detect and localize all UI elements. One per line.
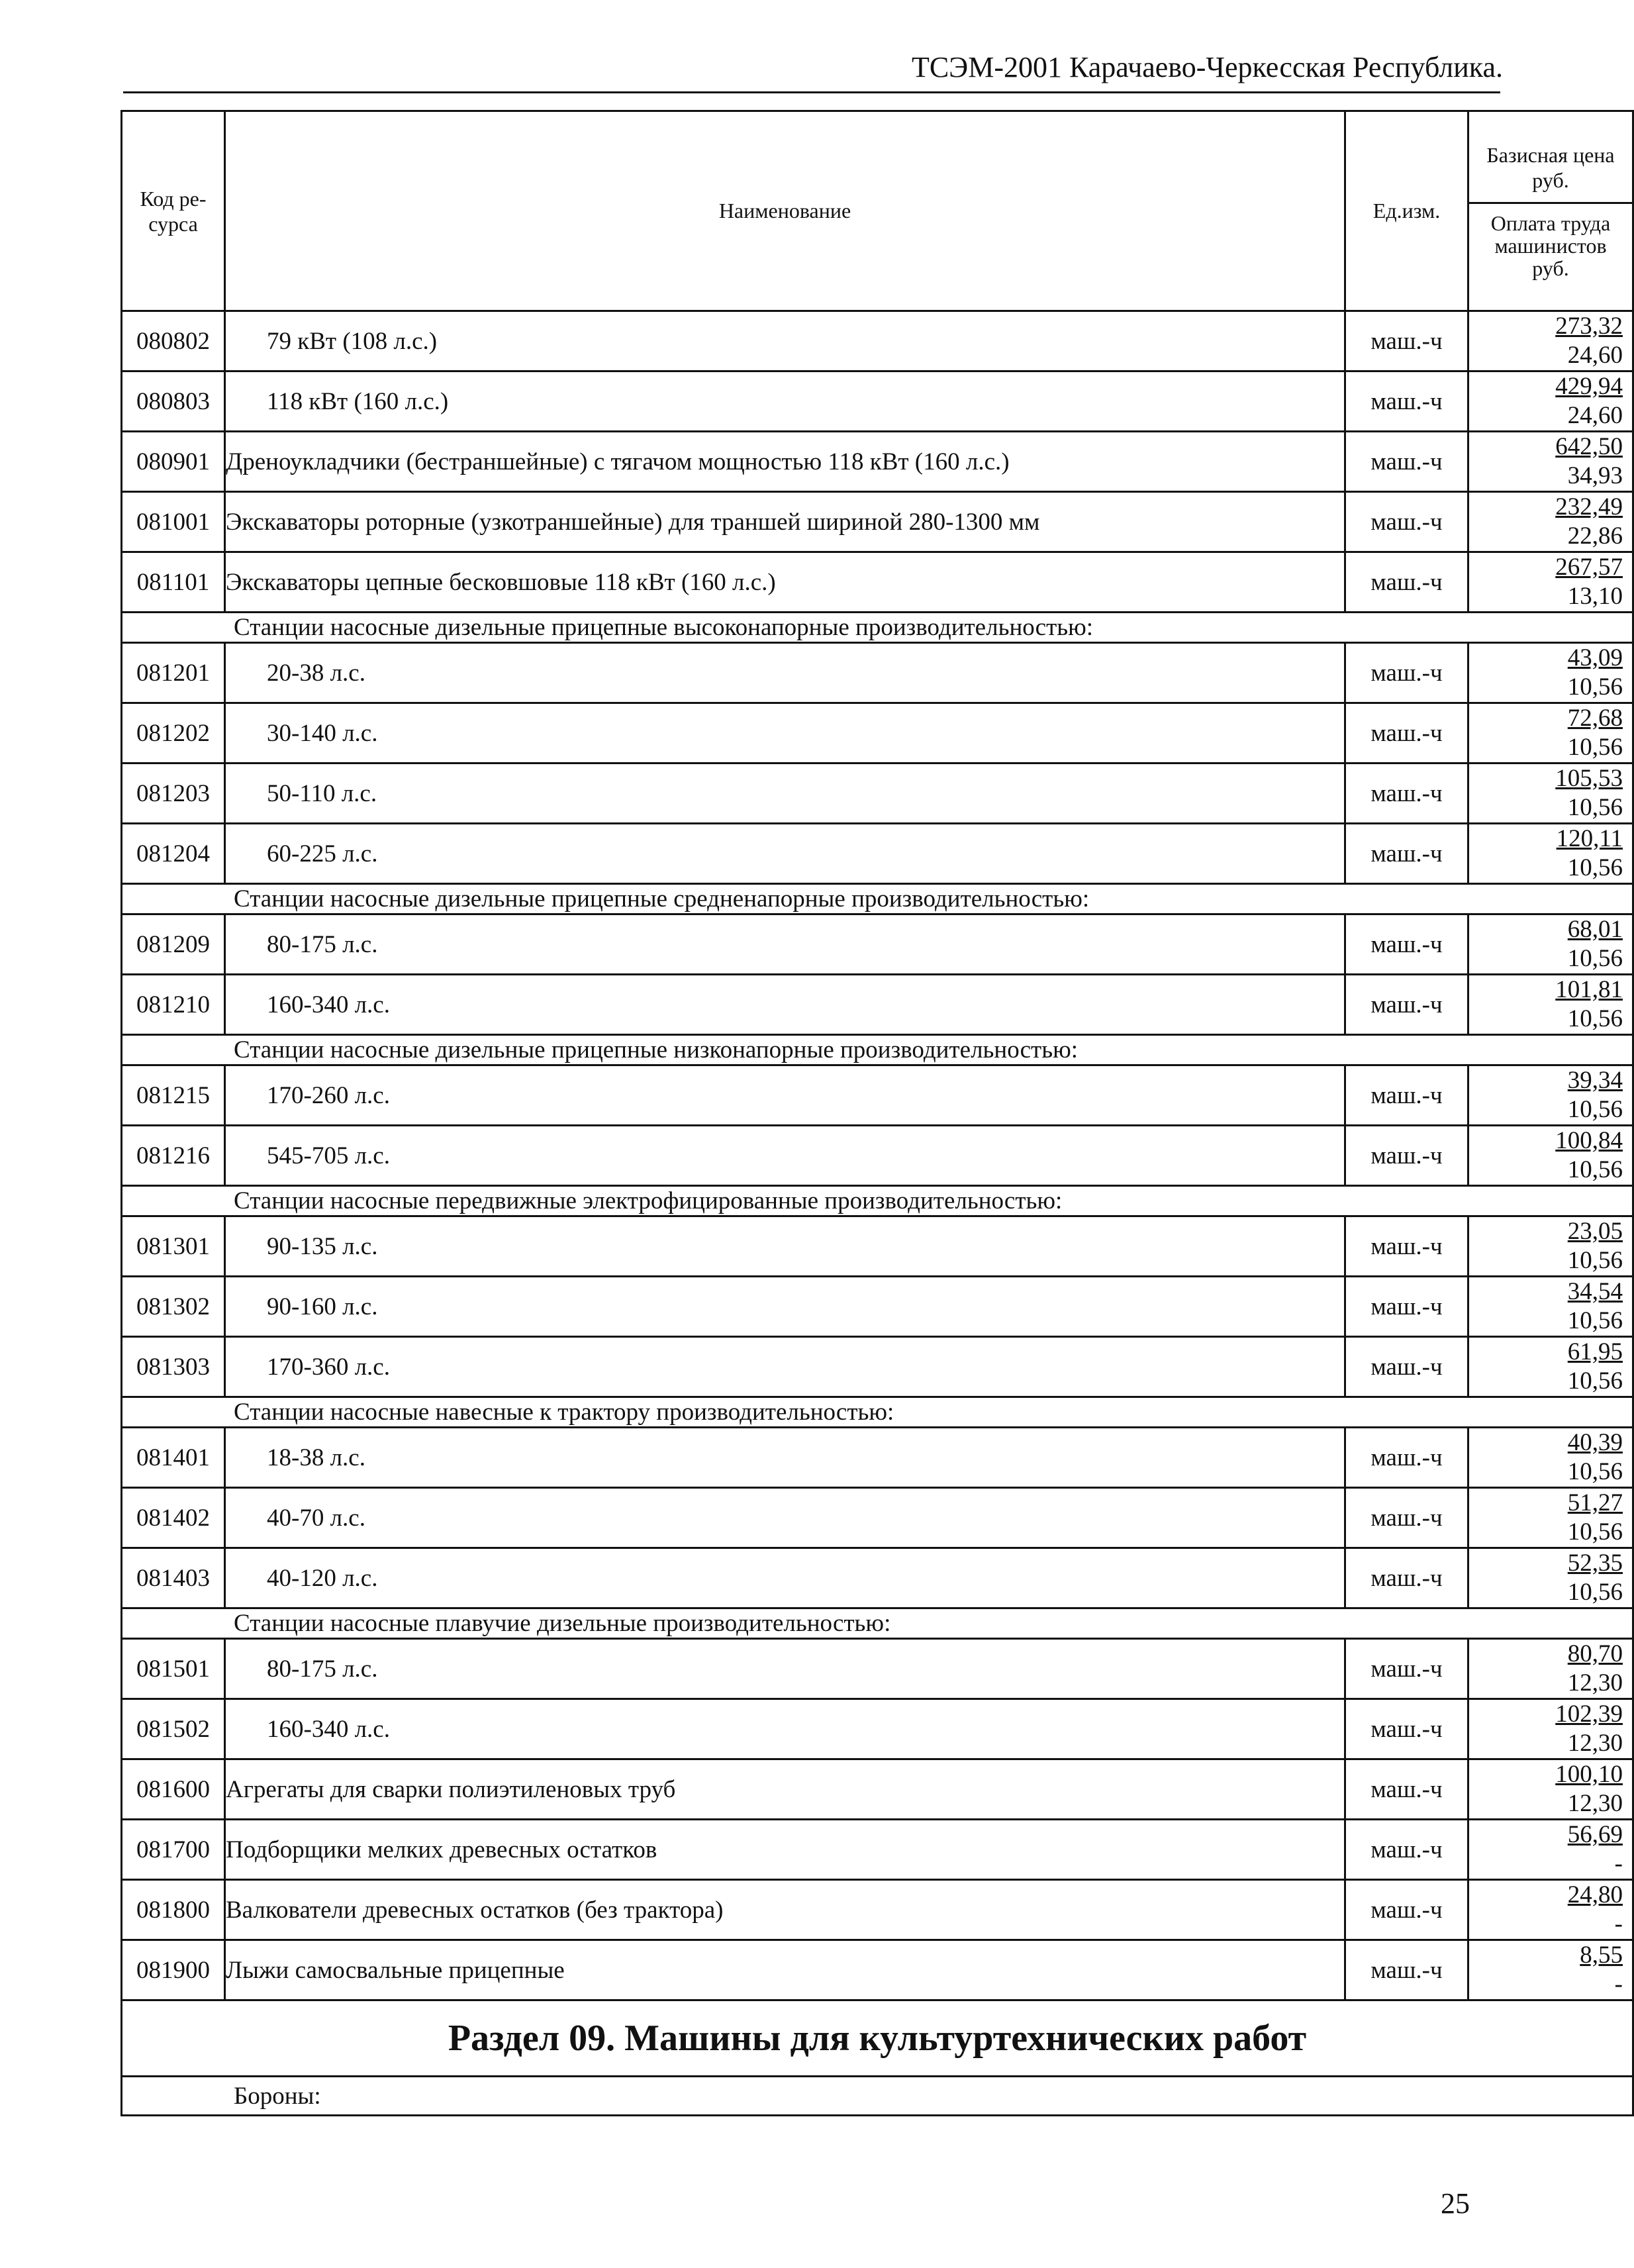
- resource-name: 170-360 л.с.: [225, 1337, 1345, 1397]
- resource-code: 081216: [122, 1126, 225, 1186]
- operator-wage: -: [1614, 1971, 1623, 1998]
- operator-wage: 12,30: [1567, 1730, 1623, 1757]
- price-cell: [1468, 371, 1633, 432]
- resource-name: 170-260 л.с.: [225, 1065, 1345, 1126]
- table-row: [122, 643, 1633, 703]
- operator-wage: 24,60: [1567, 342, 1623, 369]
- resource-name: 118 кВт (160 л.с.): [225, 371, 1345, 432]
- table-row: [122, 975, 1633, 1035]
- unit-of-measure: маш.-ч: [1345, 1065, 1468, 1126]
- unit-of-measure: маш.-ч: [1345, 1880, 1468, 1940]
- column-header-unit: Ед.изм.: [1345, 111, 1468, 311]
- resource-code: 081303: [122, 1337, 225, 1397]
- price-cell: [1468, 1548, 1633, 1608]
- resource-name: Подборщики мелких древесных остатков: [225, 1820, 1345, 1880]
- resource-name: 160-340 л.с.: [225, 975, 1345, 1035]
- table-row: [122, 1337, 1633, 1397]
- unit-of-measure: маш.-ч: [1345, 643, 1468, 703]
- resource-code: 081900: [122, 1940, 225, 2000]
- table-row: [122, 1759, 1633, 1820]
- base-price: 102,39: [1555, 1701, 1623, 1728]
- table-row: [122, 311, 1633, 371]
- operator-wage: 10,56: [1567, 794, 1623, 821]
- column-header-base-price: Базисная цена руб.: [1469, 138, 1632, 204]
- document-header-title: ТСЭМ-2001 Карачаево-Черкесская Республика.: [911, 51, 1503, 83]
- base-price: 429,94: [1555, 373, 1623, 400]
- unit-of-measure: маш.-ч: [1345, 1277, 1468, 1337]
- resource-code: 081215: [122, 1065, 225, 1126]
- resource-name: 90-160 л.с.: [225, 1277, 1345, 1337]
- resource-code: 081202: [122, 703, 225, 764]
- operator-wage: 22,86: [1567, 522, 1623, 550]
- resource-name: 40-120 л.с.: [225, 1548, 1345, 1608]
- resource-code: 081301: [122, 1216, 225, 1277]
- unit-of-measure: маш.-ч: [1345, 1820, 1468, 1880]
- base-price: 23,05: [1567, 1218, 1623, 1245]
- resource-code: 081302: [122, 1277, 225, 1337]
- table-row: [122, 1065, 1633, 1126]
- group-heading: Станции насосные дизельные прицепные средненапорные производительностью:: [122, 884, 1633, 914]
- resource-code: 081203: [122, 764, 225, 824]
- unit-of-measure: маш.-ч: [1345, 914, 1468, 975]
- unit-of-measure: маш.-ч: [1345, 703, 1468, 764]
- group-heading: Станции насосные навесные к трактору производительностью:: [122, 1397, 1633, 1428]
- resource-name: Экскаваторы роторные (узкотраншейные) для траншей шириной 280-1300 мм: [225, 492, 1345, 552]
- group-heading-row: [122, 1035, 1633, 1065]
- table-row: [122, 1880, 1633, 1940]
- group-heading-row: [122, 1608, 1633, 1639]
- resource-code: 081502: [122, 1699, 225, 1759]
- unit-of-measure: маш.-ч: [1345, 824, 1468, 884]
- table-row: [122, 824, 1633, 884]
- operator-wage: 10,56: [1567, 673, 1623, 701]
- price-cell: [1468, 1126, 1633, 1186]
- operator-wage: 10,56: [1567, 854, 1623, 881]
- operator-wage: 12,30: [1567, 1790, 1623, 1817]
- group-heading: Станции насосные плавучие дизельные производительностью:: [122, 1608, 1633, 1639]
- table-row: [122, 1548, 1633, 1608]
- resource-code: 081210: [122, 975, 225, 1035]
- operator-wage: -: [1614, 1850, 1623, 1877]
- operator-wage: 13,10: [1567, 583, 1623, 610]
- section-title-row: [122, 2000, 1633, 2077]
- column-header-code: Код ре- сурса: [122, 111, 225, 311]
- resource-code: 081501: [122, 1639, 225, 1699]
- unit-of-measure: маш.-ч: [1345, 1699, 1468, 1759]
- resource-code: 081401: [122, 1428, 225, 1488]
- resource-name: Валкователи древесных остатков (без трактора): [225, 1880, 1345, 1940]
- resource-name: 30-140 л.с.: [225, 703, 1345, 764]
- base-price: 68,01: [1567, 916, 1623, 943]
- price-cell: [1468, 1488, 1633, 1548]
- group-heading-row: [122, 613, 1633, 643]
- operator-wage: 10,56: [1567, 1579, 1623, 1606]
- resource-name: Дреноукладчики (бестраншейные) с тягачом мощностью 118 кВт (160 л.с.): [225, 432, 1345, 492]
- base-price: 101,81: [1555, 976, 1623, 1003]
- table-row: [122, 1940, 1633, 2000]
- resource-code: 081600: [122, 1759, 225, 1820]
- column-header-price: [1468, 111, 1633, 311]
- group-heading-row: [122, 1397, 1633, 1428]
- unit-of-measure: маш.-ч: [1345, 552, 1468, 613]
- header-divider: [123, 91, 1500, 93]
- price-cell: [1468, 1940, 1633, 2000]
- resource-code: 080802: [122, 311, 225, 371]
- operator-wage: -: [1614, 1910, 1623, 1938]
- base-price: 61,95: [1567, 1338, 1623, 1365]
- price-cell: [1468, 1428, 1633, 1488]
- column-header-name: Наименование: [225, 111, 1345, 311]
- unit-of-measure: маш.-ч: [1345, 1940, 1468, 2000]
- price-cell: [1468, 703, 1633, 764]
- operator-wage: 10,56: [1567, 1005, 1623, 1032]
- base-price: 120,11: [1556, 825, 1623, 852]
- price-cell: [1468, 824, 1633, 884]
- resource-code: 081402: [122, 1488, 225, 1548]
- table-row: [122, 1428, 1633, 1488]
- resource-name: 79 кВт (108 л.с.): [225, 311, 1345, 371]
- table-header: [122, 111, 1633, 311]
- base-price: 273,32: [1555, 313, 1623, 340]
- price-cell: [1468, 1699, 1633, 1759]
- table-row: [122, 432, 1633, 492]
- operator-wage: 10,56: [1567, 1367, 1623, 1395]
- table-row: [122, 1126, 1633, 1186]
- operator-wage: 10,56: [1567, 734, 1623, 761]
- base-price: 43,09: [1567, 644, 1623, 671]
- price-cell: [1468, 492, 1633, 552]
- unit-of-measure: маш.-ч: [1345, 311, 1468, 371]
- price-cell: [1468, 1065, 1633, 1126]
- unit-of-measure: маш.-ч: [1345, 1639, 1468, 1699]
- unit-of-measure: маш.-ч: [1345, 371, 1468, 432]
- operator-wage: 10,56: [1567, 1518, 1623, 1546]
- column-header-operator-wage: Оплата труда машинистов руб.: [1490, 211, 1611, 280]
- section-title: Раздел 09. Машины для культуртехнических работ: [122, 2000, 1633, 2077]
- table-row: [122, 552, 1633, 613]
- resource-name: 90-135 л.с.: [225, 1216, 1345, 1277]
- base-price: 40,39: [1567, 1429, 1623, 1456]
- base-price: 267,57: [1555, 554, 1623, 581]
- resource-code: 081204: [122, 824, 225, 884]
- resource-name: Лыжи самосвальные прицепные: [225, 1940, 1345, 2000]
- price-cell: [1468, 643, 1633, 703]
- table-row: [122, 1216, 1633, 1277]
- base-price: 72,68: [1567, 705, 1623, 732]
- operator-wage: 34,93: [1567, 462, 1623, 489]
- resource-name: 18-38 л.с.: [225, 1428, 1345, 1488]
- base-price: 52,35: [1567, 1550, 1623, 1577]
- resource-name: 50-110 л.с.: [225, 764, 1345, 824]
- price-cell: [1468, 1216, 1633, 1277]
- price-cell: [1468, 1337, 1633, 1397]
- table-row: [122, 914, 1633, 975]
- page-number: 25: [1441, 2187, 1470, 2220]
- group-heading-row: [122, 1186, 1633, 1216]
- resource-name: 545-705 л.с.: [225, 1126, 1345, 1186]
- unit-of-measure: маш.-ч: [1345, 1428, 1468, 1488]
- operator-wage: 10,56: [1567, 1458, 1623, 1485]
- price-cell: [1468, 1880, 1633, 1940]
- operator-wage: 10,56: [1567, 1156, 1623, 1183]
- price-cell: [1468, 1759, 1633, 1820]
- base-price: 105,53: [1555, 765, 1623, 792]
- price-cell: [1468, 1820, 1633, 1880]
- group-heading: Станции насосные дизельные прицепные низконапорные производительностью:: [122, 1035, 1633, 1065]
- price-cell: [1468, 552, 1633, 613]
- group-heading: Бороны:: [122, 2077, 1633, 2116]
- unit-of-measure: маш.-ч: [1345, 432, 1468, 492]
- resource-name: 160-340 л.с.: [225, 1699, 1345, 1759]
- table-row: [122, 1639, 1633, 1699]
- price-cell: [1468, 311, 1633, 371]
- base-price: 39,34: [1567, 1067, 1623, 1094]
- base-price: 56,69: [1567, 1821, 1623, 1848]
- unit-of-measure: маш.-ч: [1345, 1759, 1468, 1820]
- resource-code: 081209: [122, 914, 225, 975]
- price-cell: [1468, 764, 1633, 824]
- resource-name: 20-38 л.с.: [225, 643, 1345, 703]
- table-row: [122, 764, 1633, 824]
- resource-name: 80-175 л.с.: [225, 1639, 1345, 1699]
- unit-of-measure: маш.-ч: [1345, 975, 1468, 1035]
- group-heading-row: [122, 884, 1633, 914]
- base-price: 100,84: [1555, 1127, 1623, 1154]
- table-body: [122, 311, 1633, 2116]
- resource-code: 080901: [122, 432, 225, 492]
- price-cell: [1468, 432, 1633, 492]
- table-row: [122, 371, 1633, 432]
- resource-name: Экскаваторы цепные бесковшовые 118 кВт (160 л.с.): [225, 552, 1345, 613]
- price-cell: [1468, 975, 1633, 1035]
- price-cell: [1468, 1277, 1633, 1337]
- base-price: 642,50: [1555, 433, 1623, 460]
- base-price: 80,70: [1567, 1640, 1623, 1667]
- resource-name: 60-225 л.с.: [225, 824, 1345, 884]
- unit-of-measure: маш.-ч: [1345, 764, 1468, 824]
- table-row: [122, 1699, 1633, 1759]
- price-cell: [1468, 914, 1633, 975]
- base-price: 34,54: [1567, 1278, 1623, 1305]
- resource-name: 80-175 л.с.: [225, 914, 1345, 975]
- table-row: [122, 1820, 1633, 1880]
- unit-of-measure: маш.-ч: [1345, 1337, 1468, 1397]
- operator-wage: 10,56: [1567, 1096, 1623, 1123]
- price-table: [120, 110, 1634, 2116]
- resource-name: Агрегаты для сварки полиэтиленовых труб: [225, 1759, 1345, 1820]
- resource-code: 081101: [122, 552, 225, 613]
- base-price: 8,55: [1580, 1942, 1623, 1969]
- resource-code: 081403: [122, 1548, 225, 1608]
- resource-code: 080803: [122, 371, 225, 432]
- price-cell: [1468, 1639, 1633, 1699]
- unit-of-measure: маш.-ч: [1345, 1548, 1468, 1608]
- base-price: 24,80: [1567, 1881, 1623, 1908]
- resource-name: 40-70 л.с.: [225, 1488, 1345, 1548]
- base-price: 51,27: [1567, 1489, 1623, 1516]
- resource-code: 081700: [122, 1820, 225, 1880]
- unit-of-measure: маш.-ч: [1345, 492, 1468, 552]
- resource-code: 081800: [122, 1880, 225, 1940]
- table-row: [122, 1277, 1633, 1337]
- resource-code: 081001: [122, 492, 225, 552]
- resource-code: 081201: [122, 643, 225, 703]
- operator-wage: 12,30: [1567, 1669, 1623, 1697]
- operator-wage: 24,60: [1567, 402, 1623, 429]
- group-heading-row: [122, 2077, 1633, 2116]
- table-row: [122, 1488, 1633, 1548]
- operator-wage: 10,56: [1567, 945, 1623, 972]
- group-heading: Станции насосные дизельные прицепные высоконапорные производительностью:: [122, 613, 1633, 643]
- base-price: 232,49: [1555, 493, 1623, 520]
- table-row: [122, 703, 1633, 764]
- unit-of-measure: маш.-ч: [1345, 1216, 1468, 1277]
- base-price: 100,10: [1555, 1761, 1623, 1788]
- operator-wage: 10,56: [1567, 1247, 1623, 1274]
- group-heading: Станции насосные передвижные электрофицированные производительностью:: [122, 1186, 1633, 1216]
- table-row: [122, 492, 1633, 552]
- unit-of-measure: маш.-ч: [1345, 1126, 1468, 1186]
- operator-wage: 10,56: [1567, 1307, 1623, 1334]
- unit-of-measure: маш.-ч: [1345, 1488, 1468, 1548]
